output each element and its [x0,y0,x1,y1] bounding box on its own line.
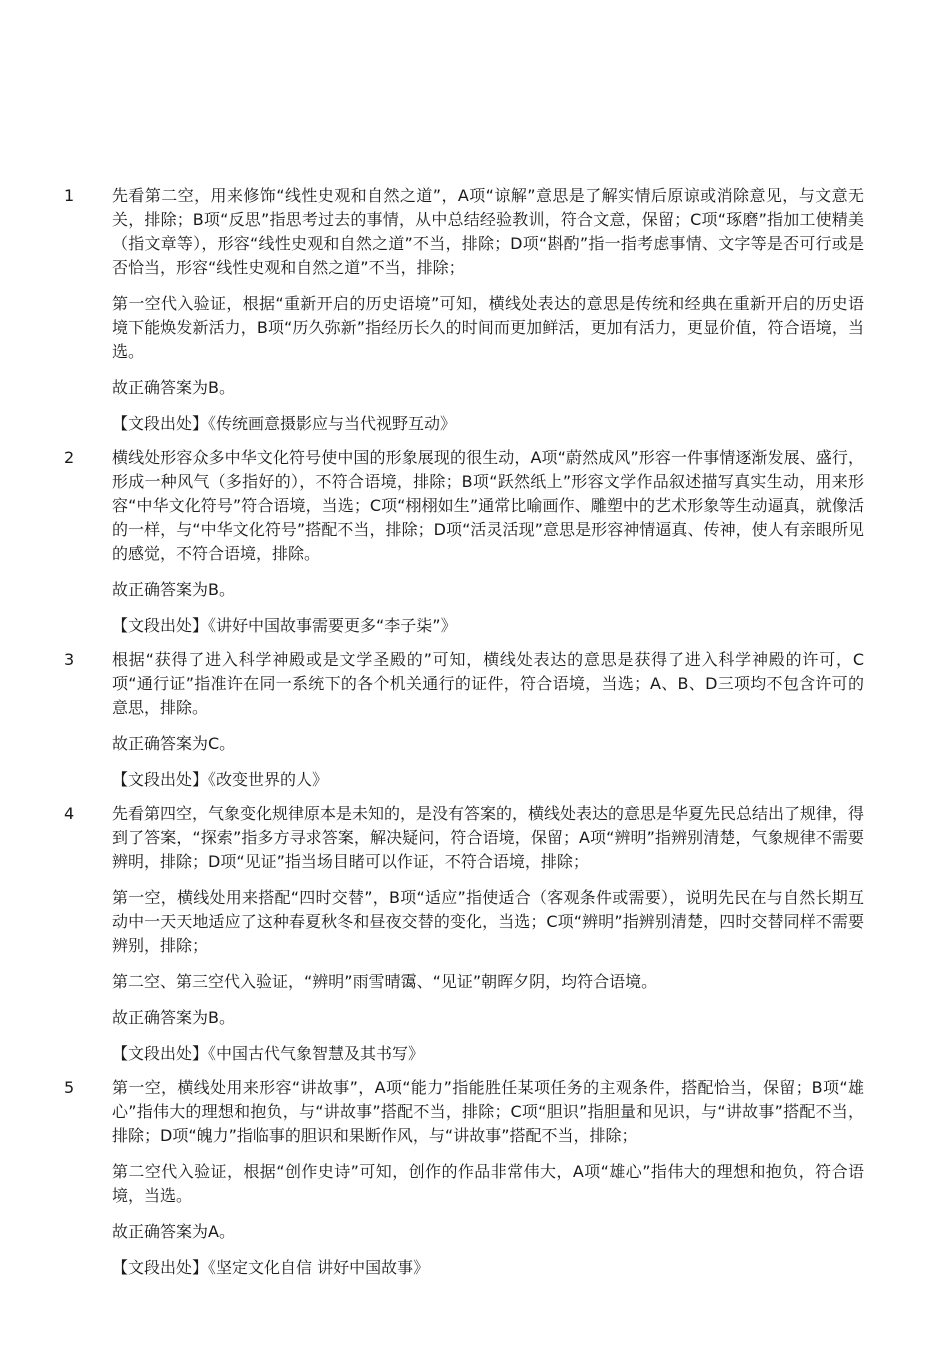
answer-conclusion: 故正确答案为C。 [112,734,236,753]
explanation-paragraph: 第一空，横线处用来搭配“四时交替”，B项“适应”指使适合（客观条件或需要），说明先民在与自然长期互动中一天天地适应了这种春夏秋冬和昼夜交替的变化，当选；C项“辨明”指辨别清楚，四时交替同样不需要辨别，排除； [112,888,864,955]
item-number: 1 [64,186,75,205]
answer-item-4 [0,802,950,1066]
answer-item-5 [0,1076,950,1280]
source-citation: 【文段出处】《中国古代气象智慧及其书写》 [112,1044,425,1063]
answer-conclusion: 故正确答案为B。 [112,580,235,599]
explanation-paragraph: 第一空代入验证，根据“重新开启的历史语境”可知，横线处表达的意思是传统和经典在重新开启的历史语境下能焕发新活力，B项“历久弥新”指经历长久的时间而更加鲜活，更加有活力，更显价值，符合语境，当选。 [112,294,864,361]
answer-item-1 [0,184,950,436]
item-number: 4 [64,804,75,823]
answer-item-2 [0,446,950,638]
explanation-paragraph: 第二空、第三空代入验证，“辨明”雨雪晴霭、“见证”朝晖夕阴，均符合语境。 [112,972,658,991]
item-number: 5 [64,1078,75,1097]
explanation-paragraph: 先看第四空，气象变化规律原本是未知的，是没有答案的，横线处表达的意思是华夏先民总结出了规律，得到了答案，“探索”指多方寻求答案，解决疑问，符合语境，保留；A项“辨明”指辨别清楚，气象规律不需要辨明，排除；D项“见证”指当场目睹可以作证，不符合语境，排除； [112,804,865,871]
item-number: 2 [64,448,75,467]
answer-item-3 [0,648,950,792]
answer-conclusion: 故正确答案为A。 [112,1222,235,1241]
answer-conclusion: 故正确答案为B。 [112,378,235,397]
source-citation: 【文段出处】《讲好中国故事需要更多“李子柒”》 [112,616,457,635]
explanation-paragraph: 先看第二空，用来修饰“线性史观和自然之道”，A项“谅解”意思是了解实情后原谅或消除意见，与文意无关，排除；B项“反思”指思考过去的事情，从中总结经验教训，符合文意，保留；C项“琢磨”指加工使精美（指文章等），形容“线性史观和自然之道”不当，排除；D项“斟酌”指一指考虑事情、文字等是否可行或是否恰当，形容“线性史观和自然之道”不当，排除； [112,186,864,277]
explanation-paragraph: 根据“获得了进入科学神殿或是文学圣殿的”可知，横线处表达的意思是获得了进入科学神殿的许可，C项“通行证”指准许在同一系统下的各个机关通行的证件，符合语境，当选；A、B、D三项均不包含许可的意思，排除。 [112,650,864,717]
answer-conclusion: 故正确答案为B。 [112,1008,235,1027]
answer-list [0,184,950,1290]
source-citation: 【文段出处】《改变世界的人》 [112,770,329,789]
explanation-paragraph: 第二空代入验证，根据“创作史诗”可知，创作的作品非常伟大，A项“雄心”指伟大的理想和抱负，符合语境，当选。 [112,1162,864,1205]
source-citation: 【文段出处】《坚定文化自信 讲好中国故事》 [112,1258,430,1277]
explanation-paragraph: 横线处形容众多中华文化符号使中国的形象展现的很生动，A项“蔚然成风”形容一件事情逐渐发展、盛行，形成一种风气（多指好的），不符合语境，排除；B项“跃然纸上”形容文学作品叙述描写真实生动，用来形容“中华文化符号”符合语境，当选；C项“栩栩如生”通常比喻画作、雕塑中的艺术形象等生动逼真，就像活的一样，与“中华文化符号”搭配不当，排除；D项“活灵活现”意思是形容神情逼真、传神，使人有亲眼所见的感觉，不符合语境，排除。 [112,448,864,563]
item-number: 3 [64,650,75,669]
explanation-paragraph: 第一空，横线处用来形容“讲故事”，A项“能力”指能胜任某项任务的主观条件，搭配恰当，保留；B项“雄心”指伟大的理想和抱负，与“讲故事”搭配不当，排除；C项“胆识”指胆量和见识，与“讲故事”搭配不当，排除；D项“魄力”指临事的胆识和果断作风，与“讲故事”搭配不当，排除； [112,1078,864,1145]
source-citation: 【文段出处】《传统画意摄影应与当代视野互动》 [112,414,457,433]
